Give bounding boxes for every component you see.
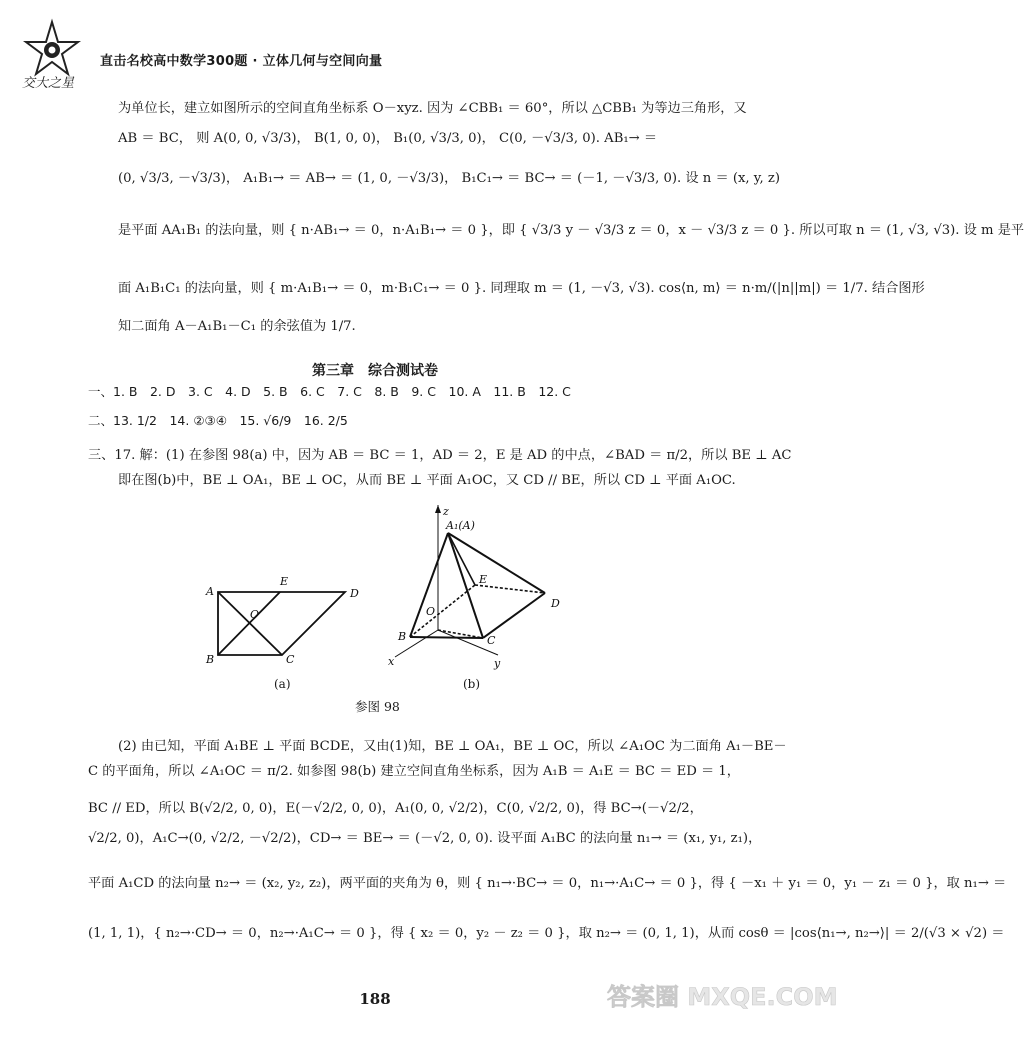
figure-98 — [180, 505, 600, 691]
body-line: (1, 1, 1)，{ n₂→·CD→ ＝ 0，n₂→·A₁C→ ＝ 0 }，得 { x₂ ＝ 0，y₂ － z₂ ＝ 0 }，取 n₂→ ＝ (0, 1, 1)，从而 cosθ ＝ |cos⟨n₁→, n₂→⟩| ＝ 2/(√3 × √2) ＝ — [88, 926, 1005, 941]
answers-part2: 二、13. 1/2 14. ②③④ 15. √6/9 16. 2/5 — [88, 413, 348, 428]
logo-text: 交大之星 — [22, 76, 75, 91]
fig-b-label-y: y — [494, 657, 501, 670]
figure-98-drawing — [180, 505, 600, 685]
fig-b-label-x: x — [388, 655, 395, 668]
answers-part3-line2: 即在图(b)中，BE ⊥ OA₁，BE ⊥ OC，从而 BE ⊥ 平面 A₁OC，又 CD // BE，所以 CD ⊥ 平面 A₁OC. — [118, 473, 736, 488]
figure-a — [218, 592, 345, 655]
book-title: 直击名校高中数学300题 · 立体几何与空间向量 — [100, 54, 383, 69]
fig-a-caption: (a) — [274, 677, 291, 691]
fig-b-label-E: E — [479, 573, 488, 586]
page-number: 188 — [359, 990, 391, 1008]
answers-part1: 一、1. B 2. D 3. C 4. D 5. B 6. C 7. C 8. B 9. C 10. A 11. B 12. C — [88, 384, 571, 399]
body-line: BC // ED，所以 B(√2/2, 0, 0)，E(－√2/2, 0, 0)，A₁(0, 0, √2/2)，C(0, √2/2, 0)，得 BC→(－√2/2， — [88, 801, 703, 816]
fig-a-label-C: C — [286, 653, 295, 666]
figure-caption: 参图 98 — [355, 699, 400, 714]
body-line: C 的平面角，所以 ∠A₁OC ＝ π/2. 如参图 98(b) 建立空间直角坐标系，因为 A₁B ＝ A₁E ＝ BC ＝ ED ＝ 1， — [88, 764, 740, 779]
fig-a-label-E: E — [280, 575, 289, 588]
body-line: 平面 A₁CD 的法向量 n₂→ ＝ (x₂, y₂, z₂)，两平面的夹角为 θ，则 { n₁→·BC→ ＝ 0，n₁→·A₁C→ ＝ 0 }，得 { －x₁ ＋ y₁ ＝ 0，y₁ － z₁ ＝ 0 }，取 n₁→ ＝ — [88, 876, 1007, 891]
fig-b-label-C: C — [487, 634, 496, 647]
body-line: 为单位长，建立如图所示的空间直角坐标系 O－xyz. 因为 ∠CBB₁ ＝ 60°，所以 △CBB₁ 为等边三角形，又 — [118, 101, 747, 116]
fig-b-label-D: D — [551, 597, 560, 610]
body-line: 知二面角 A－A₁B₁－C₁ 的余弦值为 1/7. — [118, 319, 356, 334]
page-header — [22, 20, 722, 90]
watermark-logo-icon — [603, 975, 838, 1037]
fig-b-caption: (b) — [463, 677, 481, 691]
fig-b-label-B: B — [398, 630, 407, 643]
watermark-text: 答案圈 MXQE.COM — [607, 983, 838, 1011]
body-line: 面 A₁B₁C₁ 的法向量，则 { m·A₁B₁→ ＝ 0，m·B₁C₁→ ＝ 0 }. 同理取 m ＝ (1, －√3, √3). cos⟨n, m⟩ ＝ n·m/(|n||m|) ＝ 1/7. 结合图形 — [118, 281, 925, 296]
watermark — [603, 975, 838, 1037]
fig-a-label-B: B — [206, 653, 215, 666]
fig-b-label-O: O — [426, 605, 436, 618]
fig-a-label-A: A — [206, 585, 214, 598]
answers-part3-line1: 三、17. 解：(1) 在参图 98(a) 中，因为 AB ＝ BC ＝ 1，AD ＝ 2，E 是 AD 的中点，∠BAD ＝ π/2，所以 BE ⊥ AC — [88, 448, 792, 463]
body-line: (0, √3/3, －√3/3)， A₁B₁→ ＝ AB→ ＝ (1, 0, －√3/3)， B₁C₁→ ＝ BC→ ＝ (－1, －√3/3, 0). 设 n ＝ (x, y, z) — [118, 171, 780, 186]
fig-b-label-z: z — [443, 505, 449, 518]
fig-b-label-A1: A₁(A) — [446, 519, 475, 532]
chapter-title: 第三章 综合测试卷 — [312, 363, 438, 379]
body-line: √2/2, 0)，A₁C→(0, √2/2, －√2/2)，CD→ ＝ BE→ ＝ (－√2, 0, 0). 设平面 A₁BC 的法向量 n₁→ ＝ (x₁, y₁, z₁)， — [88, 831, 762, 846]
body-line: (2) 由已知，平面 A₁BE ⊥ 平面 BCDE，又由(1)知，BE ⊥ OA₁，BE ⊥ OC，所以 ∠A₁OC 为二面角 A₁－BE－ — [118, 739, 787, 754]
body-line: AB ＝ BC， 则 A(0, 0, √3/3)， B(1, 0, 0)， B₁(0, √3/3, 0)， C(0, －√3/3, 0). AB₁→ ＝ — [118, 131, 658, 146]
fig-a-label-D: D — [350, 587, 359, 600]
fig-a-label-O: O — [250, 608, 260, 621]
body-line: 是平面 AA₁B₁ 的法向量，则 { n·AB₁→ ＝ 0，n·A₁B₁→ ＝ 0 }，即 { √3/3 y － √3/3 z ＝ 0，x － √3/3 z ＝ 0 }. 所以可取 n ＝ (1, √3, √3). 设 m 是平 — [118, 223, 1024, 238]
